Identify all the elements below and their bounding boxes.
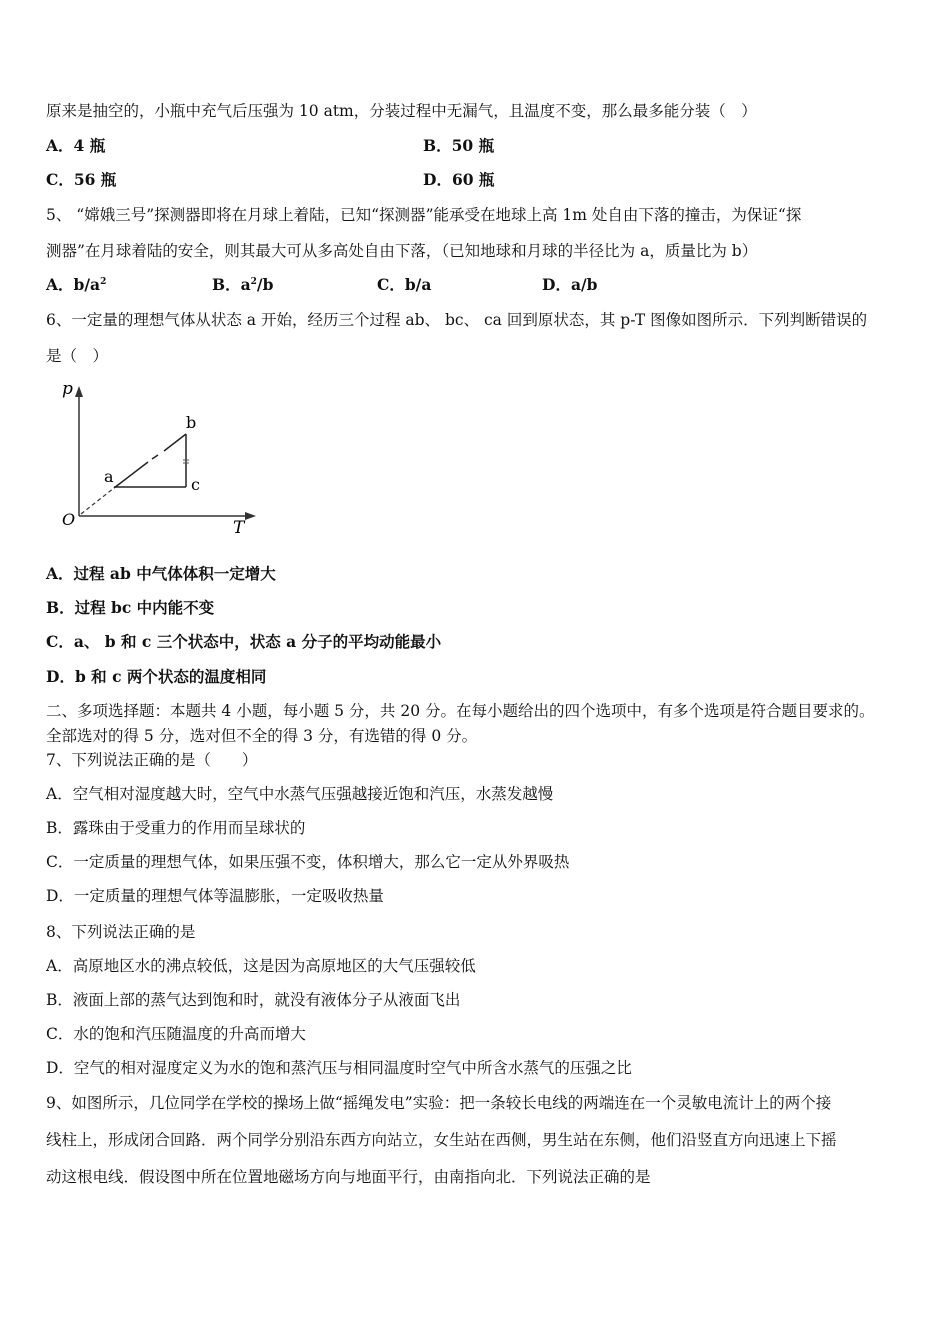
- q5-stem-line1: 5、 “嫦娥三号”探测器即将在月球上着陆，已知“探测器”能承受在地球上高 1m 处自由下落的撞击，为保证“探: [46, 206, 802, 224]
- point-b-label: b: [186, 413, 197, 432]
- point-c-label: c: [191, 475, 200, 494]
- q8-option-c: C．水的饱和汽压随温度的升高而增大: [46, 1025, 306, 1043]
- q7-option-b: B．露珠由于受重力的作用而呈球状的: [46, 819, 306, 837]
- section2-line1: 二、多项选择题：本题共 4 小题，每小题 5 分，共 20 分。在每小题给出的四个选项中，有多个选项是符合题目要求的。: [46, 702, 875, 720]
- t-axis-arrow-icon: [245, 512, 256, 520]
- q6-option-a: A．过程 ab 中气体体积一定增大: [46, 564, 276, 583]
- q6-option-c: C．a、 b 和 c 三个状态中，状态 a 分子的平均动能最小: [46, 632, 442, 651]
- q8-option-b: B．液面上部的蒸气达到饱和时，就没有液体分子从液面飞出: [46, 991, 461, 1009]
- origin-label: O: [62, 510, 76, 529]
- q6-stem-line2: 是（ ）: [46, 347, 109, 365]
- q4-options-row1: [46, 135, 906, 157]
- q4-stem: 原来是抽空的，小瓶中充气后压强为 10 atm，分装过程中无漏气，且温度不变，那么最多能分装（ ）: [46, 102, 757, 120]
- process-ab: [114, 462, 148, 488]
- process-ab-top: [164, 434, 186, 451]
- q7-stem: 7、下列说法正确的是（ ）: [46, 751, 258, 769]
- q9-line3: 动这根电线．假设图中所在位置地磁场方向与地面平行，由南指向北．下列说法正确的是: [46, 1168, 651, 1186]
- q9-line2: 线柱上，形成闭合回路．两个同学分别沿东西方向站立，女生站在西侧，男生站在东侧，他们沿竖直方向迅速上下摇: [46, 1131, 837, 1149]
- q5-option-d: D．a/b: [542, 275, 598, 294]
- q6-option-b: B．过程 bc 中内能不变: [46, 598, 215, 617]
- p-axis-arrow-icon: [75, 386, 83, 397]
- dashed-line-origin-a: [81, 488, 114, 514]
- point-a-label: a: [104, 467, 114, 486]
- t-axis-label: T: [233, 518, 245, 536]
- q7-option-d: D．一定质量的理想气体等温膨胀，一定吸收热量: [46, 887, 384, 905]
- section2-line2: 全部选对的得 5 分，选对但不全的得 3 分，有选错的得 0 分。: [46, 727, 478, 745]
- q8-option-a: A．高原地区水的沸点较低，这是因为高原地区的大气压强较低: [46, 957, 476, 975]
- q5-option-b: B．$a^2/b$: [212, 275, 274, 294]
- q6-stem-line1: 6、一定量的理想气体从状态 a 开始，经历三个过程 ab、 bc、 ca 回到原状态，其 p-T 图像如图所示．下列判断错误的: [46, 311, 868, 329]
- q4-option-b: B．50 瓶: [423, 136, 495, 155]
- q5-option-a: A．$b/a^2$: [46, 275, 107, 294]
- q9-line1: 9、如图所示，几位同学在学校的操场上做“摇绳发电”实验：把一条较长电线的两端连在一个灵敏电流计上的两个接: [46, 1094, 832, 1112]
- q8-stem: 8、下列说法正确的是: [46, 923, 196, 941]
- q7-option-a: A．空气相对湿度越大时，空气中水蒸气压强越接近饱和汽压，水蒸发越慢: [46, 785, 554, 803]
- q8-option-d: D．空气的相对湿度定义为水的饱和蒸汽压与相同温度时空气中所含水蒸气的压强之比: [46, 1059, 632, 1077]
- q6-option-d: D．b 和 c 两个状态的温度相同: [46, 667, 267, 686]
- q5-option-c: C．b/a: [377, 275, 432, 294]
- q4-option-a: A．4 瓶: [46, 136, 106, 155]
- pt-graph: [52, 376, 262, 536]
- process-ab-upper: [152, 455, 158, 459]
- q7-option-c: C．一定质量的理想气体，如果压强不变，体积增大，那么它一定从外界吸热: [46, 853, 570, 871]
- p-axis-label: p: [62, 379, 73, 399]
- q4-options-row2: [46, 169, 906, 191]
- q4-option-c: C．56 瓶: [46, 170, 117, 189]
- q4-option-d: D．60 瓶: [423, 170, 495, 189]
- q5-stem-line2: 测器”在月球着陆的安全，则其最大可从多高处自由下落，（已知地球和月球的半径比为 a，质量比为 b）: [46, 242, 758, 260]
